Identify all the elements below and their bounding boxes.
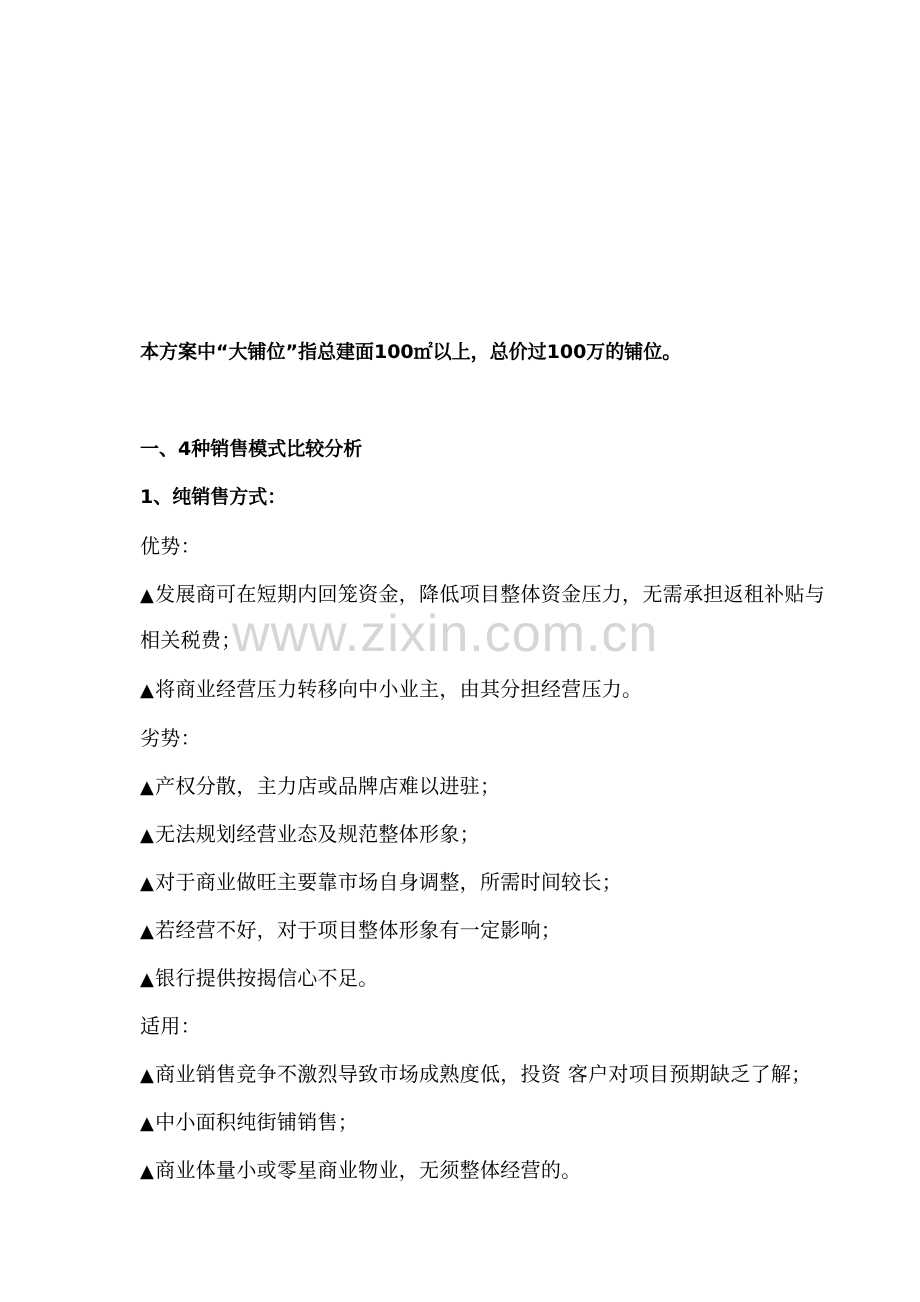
bullet-triangle-icon: ▲ <box>140 680 155 701</box>
applicable-item <box>140 1158 890 1184</box>
disadvantage-text: 若经营不好，对于项目整体形象有一定影响； <box>155 918 562 942</box>
applicable-text: 商业体量小或零星商业物业，无须整体经营的。 <box>155 1158 582 1182</box>
applicable-item <box>140 1110 890 1136</box>
bullet-triangle-icon: ▲ <box>140 873 155 894</box>
advantage-text: 将商业经营压力转移向中小业主，由其分担经营压力。 <box>155 677 643 701</box>
bullet-triangle-icon: ▲ <box>140 585 155 606</box>
section-heading: 一、4种销售模式比较分析 <box>140 438 363 460</box>
disadvantage-item <box>140 822 890 848</box>
applicable-item <box>140 1062 890 1088</box>
disadvantages-label: 劣势： <box>140 726 201 750</box>
advantage-item <box>140 582 890 608</box>
bullet-triangle-icon: ▲ <box>140 1161 155 1182</box>
disadvantage-item <box>140 918 890 944</box>
advantage-text: 发展商可在短期内回笼资金，降低项目整体资金压力，无需承担返租补贴与 <box>155 582 826 606</box>
disadvantage-item <box>140 774 890 800</box>
bullet-triangle-icon: ▲ <box>140 969 155 990</box>
bullet-triangle-icon: ▲ <box>140 1113 155 1134</box>
disadvantage-item <box>140 966 890 992</box>
disadvantage-item <box>140 870 890 896</box>
definition-paragraph: 本方案中“大铺位”指总建面100㎡以上，总价过100万的铺位。 <box>140 341 682 363</box>
advantage-item <box>140 677 890 703</box>
bullet-triangle-icon: ▲ <box>140 777 155 798</box>
bullet-triangle-icon: ▲ <box>140 921 155 942</box>
advantages-label: 优势： <box>140 534 201 558</box>
disadvantage-text: 对于商业做旺主要靠市场自身调整，所需时间较长； <box>155 870 623 894</box>
advantage-item-continuation: 相关税费； <box>140 628 242 652</box>
bullet-triangle-icon: ▲ <box>140 825 155 846</box>
disadvantage-text: 产权分散，主力店或品牌店难以进驻； <box>155 774 501 798</box>
disadvantage-text: 银行提供按揭信心不足。 <box>155 966 379 990</box>
applicable-text: 商业销售竞争不激烈导致市场成熟度低，投资 客户对项目预期缺乏了解； <box>155 1062 812 1086</box>
subsection-heading: 1、纯销售方式： <box>140 486 287 508</box>
watermark: www.zixin.com.cn <box>232 605 659 663</box>
applicable-label: 适用： <box>140 1014 201 1038</box>
applicable-text: 中小面积纯街铺销售； <box>155 1110 359 1134</box>
disadvantage-text: 无法规划经营业态及规范整体形象； <box>155 822 480 846</box>
bullet-triangle-icon: ▲ <box>140 1065 155 1086</box>
